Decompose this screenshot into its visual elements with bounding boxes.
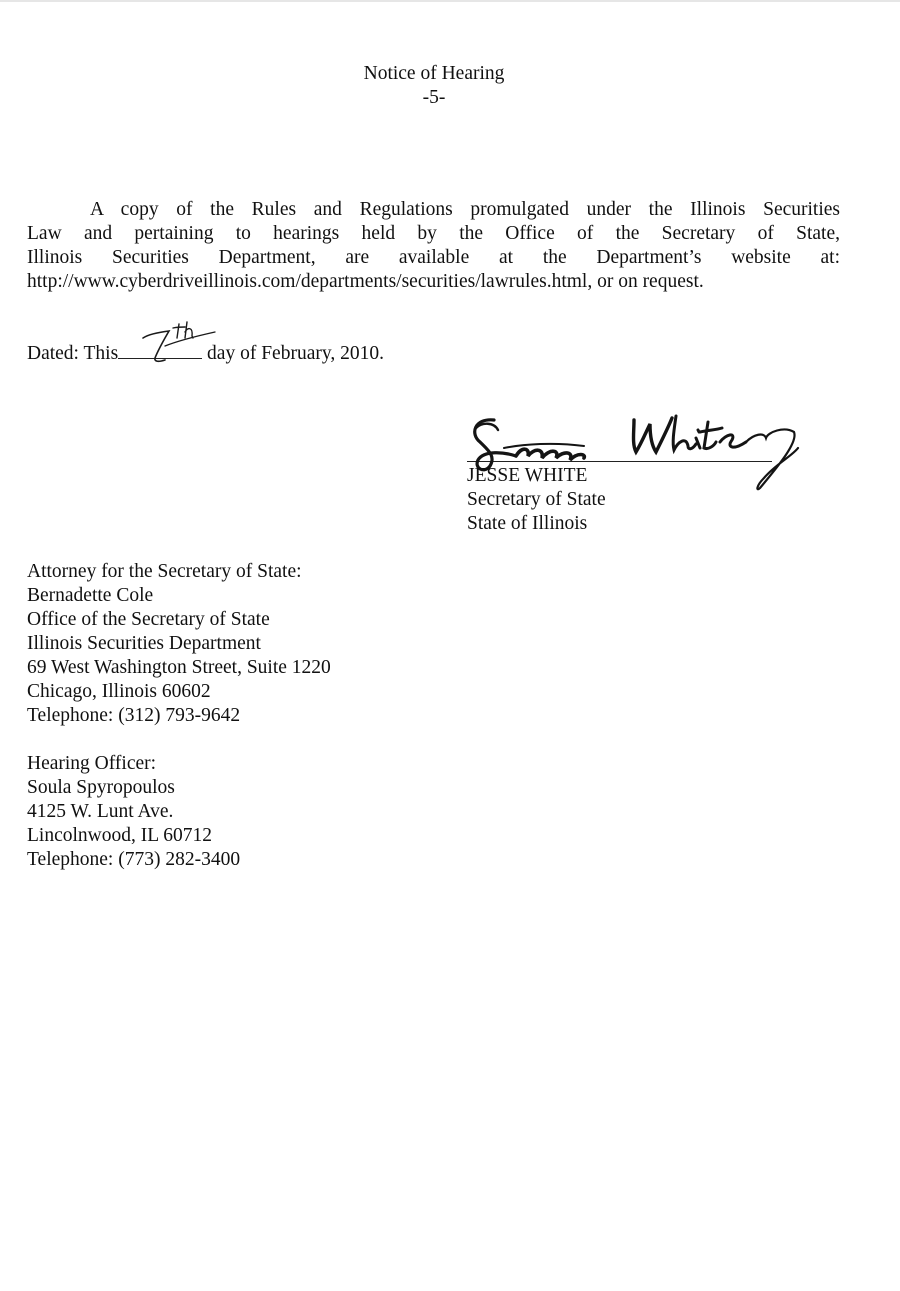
attorney-line: Chicago, Illinois 60602 xyxy=(27,681,211,702)
paragraph-line: Illinois Securities Department, are available at the Department’s website at: xyxy=(27,247,840,268)
signer-name: JESSE WHITE xyxy=(467,465,588,486)
attorney-line: Office of the Secretary of State xyxy=(27,609,270,630)
attorney-block xyxy=(27,560,331,728)
page-number: -5- xyxy=(422,87,446,108)
dated-suffix: day of February, 2010. xyxy=(207,343,384,364)
page-header xyxy=(0,62,868,110)
officer-line: Soula Spyropoulos xyxy=(27,777,175,798)
paragraph-line: Law and pertaining to hearings held by the Office of the Secretary of State, xyxy=(27,223,840,244)
officer-line: Hearing Officer: xyxy=(27,753,157,774)
officer-line: Telephone: (773) 282-3400 xyxy=(27,849,241,870)
attorney-line: 69 West Washington Street, Suite 1220 xyxy=(27,657,331,678)
officer-line: 4125 W. Lunt Ave. xyxy=(27,801,174,822)
document-title: Notice of Hearing xyxy=(363,63,505,84)
attorney-line: Attorney for the Secretary of State: xyxy=(27,561,302,582)
page-top-edge xyxy=(0,0,900,2)
officer-line: Lincolnwood, IL 60712 xyxy=(27,825,213,846)
attorney-line: Telephone: (312) 793-9642 xyxy=(27,705,241,726)
paragraph-line: A copy of the Rules and Regulations promulgated under the Illinois Securities xyxy=(90,199,840,220)
dated-prefix: Dated: This xyxy=(27,343,119,364)
hearing-officer-block xyxy=(27,752,240,872)
rules-paragraph xyxy=(27,198,840,294)
signer-state: State of Illinois xyxy=(467,513,588,534)
paragraph-line: http://www.cyberdriveillinois.com/departments/securities/lawrules.html, or on request. xyxy=(27,271,704,292)
handwritten-day xyxy=(135,318,225,370)
signature-block xyxy=(467,464,606,536)
attorney-line: Illinois Securities Department xyxy=(27,633,261,654)
signer-title: Secretary of State xyxy=(467,489,606,510)
attorney-line: Bernadette Cole xyxy=(27,585,154,606)
